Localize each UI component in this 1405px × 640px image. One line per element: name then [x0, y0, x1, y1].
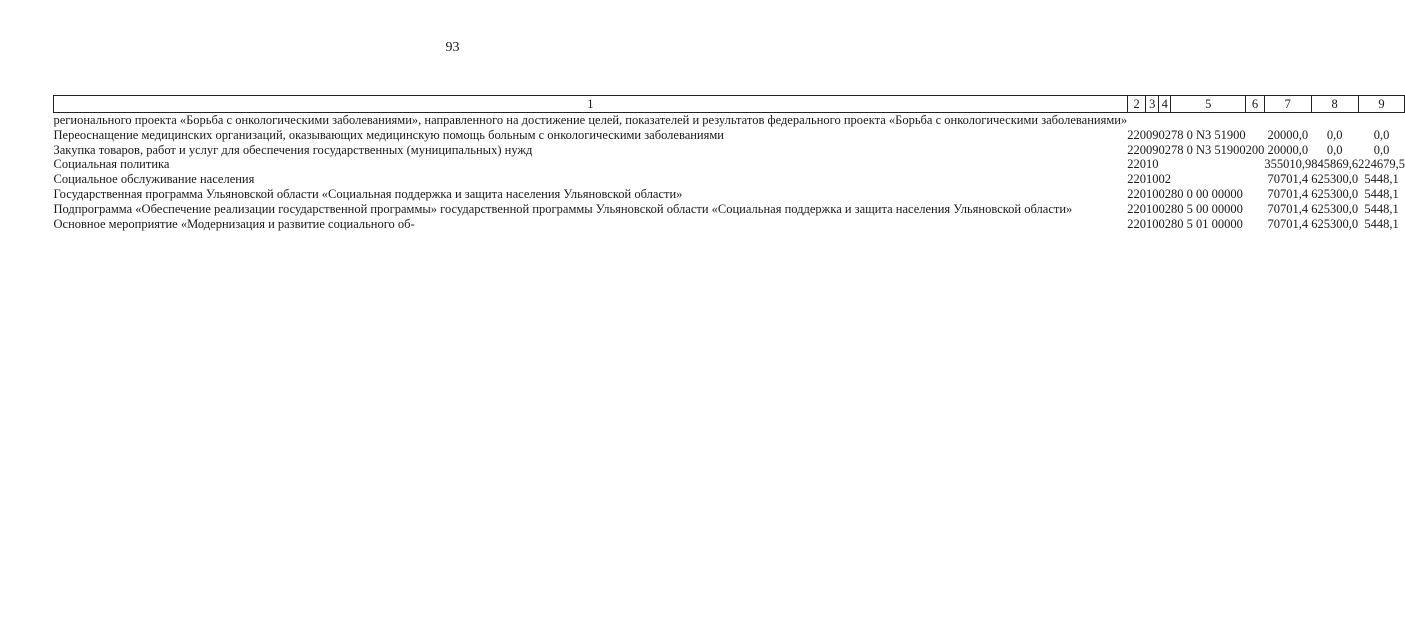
cell-amount-col8: 0,0: [1326, 127, 1343, 142]
cell-target-article: [1171, 157, 1246, 172]
col-header-1: 1: [54, 96, 1128, 113]
cell-expense-type: [1246, 202, 1265, 217]
cell-amount-col7: 70701,4: [1267, 216, 1309, 231]
cell-amount-col8: 845869,6: [1311, 157, 1359, 172]
cell-admin-code: 220: [1127, 186, 1146, 201]
cell-amount-col8: 625300,0: [1311, 201, 1359, 216]
cell-target-article: 80 5 01 00000: [1170, 216, 1243, 231]
cell-section: 09: [1145, 127, 1159, 142]
cell-amount-col9: 0,0: [1373, 142, 1390, 157]
cell-amount-col9: 5448,1: [1364, 186, 1399, 201]
table-row: [54, 157, 1405, 172]
cell-name: Государственная программа Ульяновской области «Социальная поддержка и защита населения Ульяновской области»: [53, 186, 683, 201]
cell-admin-code: 220: [1127, 216, 1146, 231]
cell-amount-col8: 0,0: [1326, 142, 1343, 157]
cell-admin-code: 220: [1127, 142, 1146, 157]
cell-subsection: [1158, 157, 1171, 172]
cell-amount-col7: 20000,0: [1267, 127, 1309, 142]
header-row: [54, 96, 1405, 113]
cell-subsection: 02: [1158, 172, 1171, 187]
cell-amount-col9: [1358, 113, 1405, 128]
table-row: [54, 187, 1405, 202]
col-header-6: 6: [1246, 96, 1265, 113]
cell-name: Социальное обслуживание населения: [53, 172, 255, 187]
cell-target-article: 80 0 00 00000: [1170, 186, 1243, 201]
cell-section: 10: [1145, 172, 1159, 187]
cell-name: Закупка товаров, работ и услуг для обеспечения государственных (муниципальных) нужд: [53, 142, 533, 157]
cell-amount-col8: 625300,0: [1311, 172, 1359, 187]
cell-amount-col8: 625300,0: [1311, 216, 1359, 231]
cell-expense-type: [1246, 172, 1265, 187]
cell-admin-code: [1127, 113, 1146, 128]
cell-amount-col9: 5448,1: [1364, 201, 1399, 216]
cell-subsection: 02: [1158, 127, 1171, 142]
table-row: [54, 128, 1405, 143]
cell-name: Переоснащение медицинских организаций, оказывающих медицинскую помощь больным с онкологическими заболеваниями: [53, 127, 724, 142]
table-row: [54, 172, 1405, 187]
cell-admin-code: 220: [1127, 201, 1146, 216]
cell-subsection: 02: [1158, 142, 1171, 157]
cell-target-article: 78 0 N3 51900: [1170, 142, 1246, 157]
col-header-5: 5: [1171, 96, 1246, 113]
cell-amount-col9: 0,0: [1373, 127, 1390, 142]
cell-expense-type: [1246, 128, 1265, 143]
cell-admin-code: 220: [1127, 172, 1146, 187]
table-row: [54, 202, 1405, 217]
table-row: [54, 143, 1405, 158]
cell-amount-col7: [1264, 113, 1311, 128]
cell-section: [1146, 113, 1159, 128]
col-header-9: 9: [1358, 96, 1405, 113]
cell-name: Социальная политика: [53, 157, 170, 172]
cell-name: Основное мероприятие «Модернизация и развитие социального об-: [53, 216, 415, 231]
cell-amount-col7: 70701,4: [1267, 201, 1309, 216]
cell-subsection: 02: [1158, 201, 1171, 216]
cell-amount-col7: 70701,4: [1267, 186, 1309, 201]
cell-expense-type: [1246, 157, 1265, 172]
cell-amount-col7: 20000,0: [1267, 142, 1309, 157]
cell-expense-type: [1246, 187, 1265, 202]
cell-amount-col9: 5448,1: [1364, 216, 1399, 231]
cell-section: 10: [1145, 157, 1159, 172]
cell-target-article: [1171, 113, 1246, 128]
cell-target-article: 80 5 00 00000: [1170, 201, 1243, 216]
cell-expense-type: 200: [1245, 142, 1265, 157]
cell-name: регионального проекта «Борьба с онкологическими заболеваниями», направленного на достижение целей, показателей и результатов федерального проекта «Борьба с онкологическими заболеваниями»: [53, 113, 1128, 127]
cell-expense-type: [1246, 113, 1265, 128]
page-number: 93: [445, 40, 460, 55]
cell-section: 09: [1145, 142, 1159, 157]
cell-name: Подпрограмма «Обеспечение реализации государственной программы» государственной программы Ульяновской области «Социальная поддержка и защита населения Ульяновской области»: [53, 201, 1073, 216]
cell-subsection: [1158, 113, 1171, 128]
cell-amount-col9: 224679,5: [1358, 157, 1405, 172]
cell-section: 10: [1145, 201, 1159, 216]
col-header-3: 3: [1146, 96, 1159, 113]
cell-section: 10: [1145, 216, 1159, 231]
table-row: [54, 113, 1405, 128]
cell-admin-code: 220: [1127, 157, 1146, 172]
cell-subsection: 02: [1158, 186, 1171, 201]
budget-table: [53, 95, 1405, 231]
col-header-8: 8: [1311, 96, 1358, 113]
cell-target-article: [1171, 172, 1246, 187]
col-header-7: 7: [1264, 96, 1311, 113]
cell-amount-col8: 625300,0: [1311, 186, 1359, 201]
cell-admin-code: 220: [1127, 127, 1146, 142]
cell-amount-col9: 5448,1: [1364, 172, 1399, 187]
col-header-2: 2: [1127, 96, 1146, 113]
cell-subsection: 02: [1158, 216, 1171, 231]
cell-amount-col7: 355010,9: [1264, 157, 1312, 172]
table-row: [54, 217, 1405, 232]
cell-section: 10: [1145, 186, 1159, 201]
cell-target-article: 78 0 N3 51900: [1170, 127, 1246, 142]
cell-amount-col7: 70701,4: [1267, 172, 1309, 187]
cell-amount-col8: [1311, 113, 1358, 128]
col-header-4: 4: [1158, 96, 1171, 113]
cell-expense-type: [1246, 217, 1265, 232]
